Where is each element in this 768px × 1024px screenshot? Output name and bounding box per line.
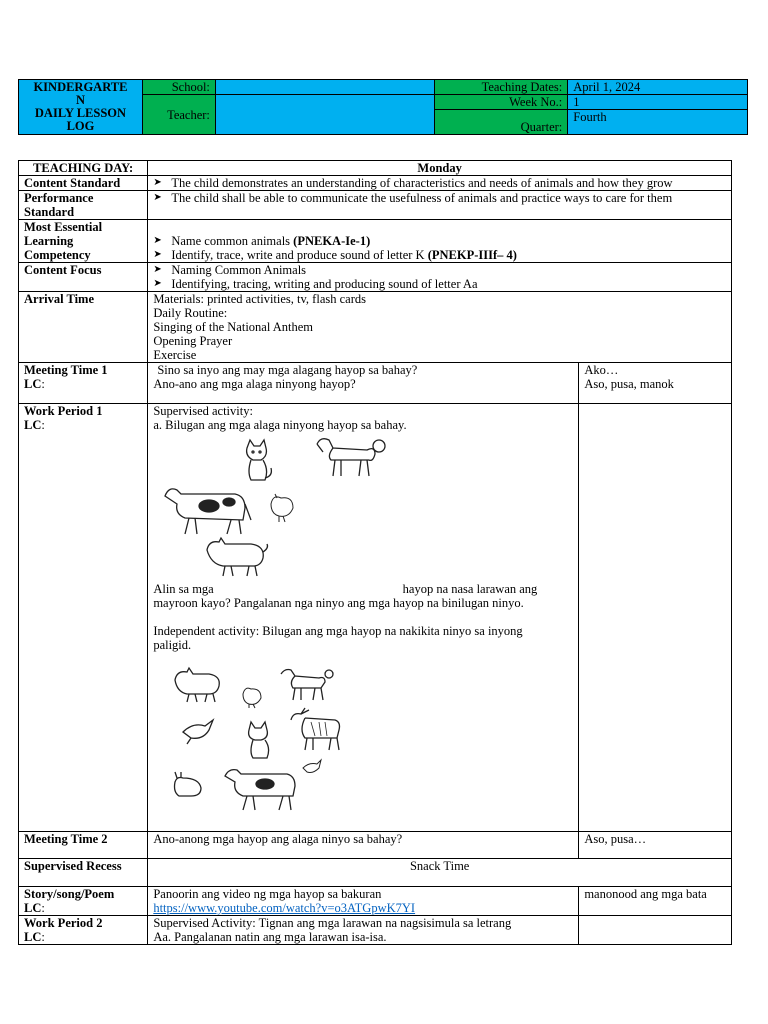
row-content-standard: Content Standard ➤ The child demonstrates an understanding of characteristics and needs of animals and how they grow — [19, 176, 732, 191]
hen-drawing — [271, 494, 293, 522]
arrow-bullet-icon: ➤ — [153, 192, 162, 203]
row-content-focus: Content Focus ➤ Naming Common Animals ➤ Identifying, tracing, writing and producing sound of letter Aa — [19, 263, 732, 292]
cow-drawing — [225, 770, 295, 810]
animals-picture-2 — [153, 662, 573, 822]
quarter-label: Quarter: — [435, 110, 568, 135]
header-table — [18, 79, 748, 135]
cat-drawing — [249, 722, 269, 758]
school-label: School: — [142, 80, 215, 95]
dates-label: Teaching Dates: — [435, 80, 568, 95]
rabbit-drawing — [175, 772, 202, 796]
dates-value: April 1, 2024 — [568, 80, 748, 95]
school-value — [215, 80, 435, 95]
row-performance-standard: Performance Standard ➤ The child shall be able to communicate the usefulness of animals and practice ways to care for them — [19, 191, 732, 220]
arrow-bullet-icon: ➤ — [153, 278, 162, 289]
pig-drawing — [175, 668, 219, 702]
row-meeting-time-1: Meeting Time 1 LC: Sino sa inyo ang may mga alagang hayop sa bahay? Ano-ano ang mga alaga ninyong hayop? Ako… Aso, pusa, manok — [19, 363, 732, 404]
cat-drawing — [247, 440, 272, 480]
teacher-value — [215, 95, 435, 135]
row-story-song-poem: Story/song/Poem LC: Panoorin ang video ng mga hayop sa bakuran https://www.youtube.com/watch?v=o3ATGpwK7YI manonood ang mga bata — [19, 887, 732, 916]
cow-drawing — [165, 489, 251, 534]
row-teaching-day: TEACHING DAY: Monday — [19, 161, 732, 176]
week-value: 1 — [568, 95, 748, 110]
arrow-bullet-icon: ➤ — [153, 264, 162, 275]
bird-drawing — [183, 720, 213, 744]
row-meeting-time-2: Meeting Time 2 Ano-anong mga hayop ang alaga ninyo sa bahay? Aso, pusa… — [19, 832, 732, 859]
log-title: KINDERGARTE N DAILY LESSON LOG — [19, 80, 143, 135]
row-arrival-time: Arrival Time Materials: printed activities, tv, flash cards Daily Routine: Singing of the National Anthem Opening Prayer Exercise — [19, 292, 732, 363]
arrow-bullet-icon: ➤ — [153, 235, 162, 246]
row-work-period-1: Work Period 1 LC: Supervised activity: a. Bilugan ang mga alaga ninyong hayop sa bahay. Alin sa mga hayop na nasa larawan ang mayroon kayo? Pangalanan nga ninyo ang mga hayop na binilugan ninyo. Independent activity: Bilugan ang mga hayop na nakikita ninyo sa inyong paligid. — [19, 404, 732, 832]
teacher-label: Teacher: — [142, 95, 215, 135]
goat-drawing — [291, 708, 340, 750]
arrow-bullet-icon: ➤ — [153, 177, 162, 188]
animals-picture-1 — [153, 434, 573, 582]
week-label: Week No.: — [435, 95, 568, 110]
dog-drawing — [317, 439, 385, 476]
row-melc: Most Essential Learning Competency ➤ Name common animals (PNEKA-Ie-1) ➤ Identify, trace, write and produce sound of letter K (PNEKP-IIIf– 4) — [19, 220, 732, 263]
lesson-table — [18, 160, 732, 945]
row-supervised-recess: Supervised Recess Snack Time — [19, 859, 732, 887]
pig-drawing — [207, 538, 268, 576]
row-work-period-2: Work Period 2 LC: Supervised Activity: Tignan ang mga larawan na nagsisimula sa letrang Aa. Pangalanan natin ang mga larawan isa-isa. — [19, 916, 732, 945]
dog-drawing — [281, 670, 333, 701]
video-link[interactable]: https://www.youtube.com/watch?v=o3ATGpwK7YI — [153, 901, 416, 915]
arrow-bullet-icon: ➤ — [153, 249, 162, 260]
quarter-value: Fourth — [568, 110, 748, 135]
bird-drawing — [303, 760, 321, 773]
hen-drawing — [243, 688, 261, 708]
